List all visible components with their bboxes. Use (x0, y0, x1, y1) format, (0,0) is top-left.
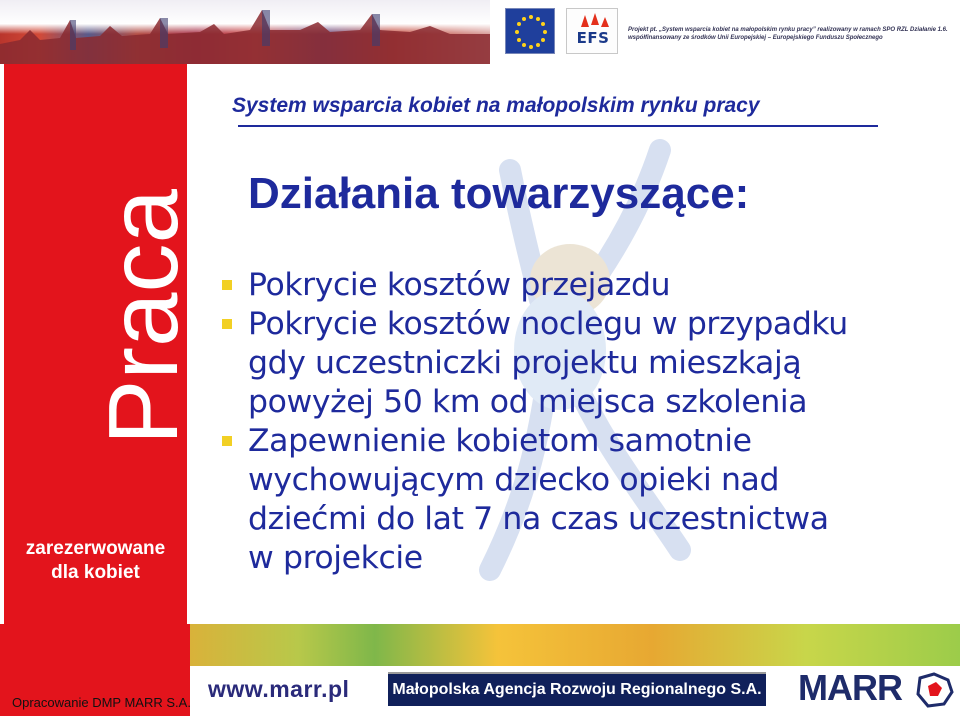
bullet-square-icon (222, 280, 232, 290)
agency-name: Małopolska Agencja Rozwoju Regionalnego S.A. (392, 681, 762, 698)
website-link[interactable]: www.marr.pl (208, 676, 350, 702)
header-title: System wsparcia kobiet na małopolskim rynku pracy (232, 94, 760, 117)
eu-flag-icon (505, 8, 555, 54)
bullet-text: Pokrycie kosztów przejazdu (248, 267, 671, 303)
slide-heading: Działania towarzyszące: (248, 169, 750, 218)
top-banner (0, 0, 960, 64)
efs-logo-icon (566, 8, 618, 54)
header-underline (238, 125, 878, 127)
bullet-text: Pokrycie kosztów noclegu w przypadku gdy uczestniczki projektu mieszkają powyżej 50 km od miejsca szkolenia (248, 306, 848, 420)
krakow-skyline-image (0, 0, 490, 64)
bullet-square-icon (222, 319, 232, 329)
bullet-square-icon (222, 436, 232, 446)
vertical-title: Praca (88, 188, 198, 445)
footer-credit: Opracowanie DMP MARR S.A. (12, 695, 191, 710)
list-item (222, 266, 922, 305)
list-item (222, 305, 922, 422)
marr-logo-text: MARR (798, 667, 902, 708)
efs-label: EFS (576, 29, 610, 47)
marr-logo-icon (914, 670, 956, 710)
side-subtitle: zarezerwowane dla kobiet (25, 538, 166, 583)
bullet-text: Zapewnienie kobietom samotnie wychowującym dziecko opieki nad dziećmi do lat 7 na czas uczestnictwa w projekcie (248, 423, 829, 576)
agency-banner (388, 672, 766, 706)
bullet-list (222, 266, 922, 578)
list-item (222, 422, 922, 578)
project-info-text: Projekt pt. „System wsparcia kobiet na małopolskim rynku pracy” realizowany w ramach SPO RZL Działanie 1.6. współfinansowany ze środków Unii Europejskiej – Europejskiego Funduszu Społecznego (628, 27, 948, 41)
